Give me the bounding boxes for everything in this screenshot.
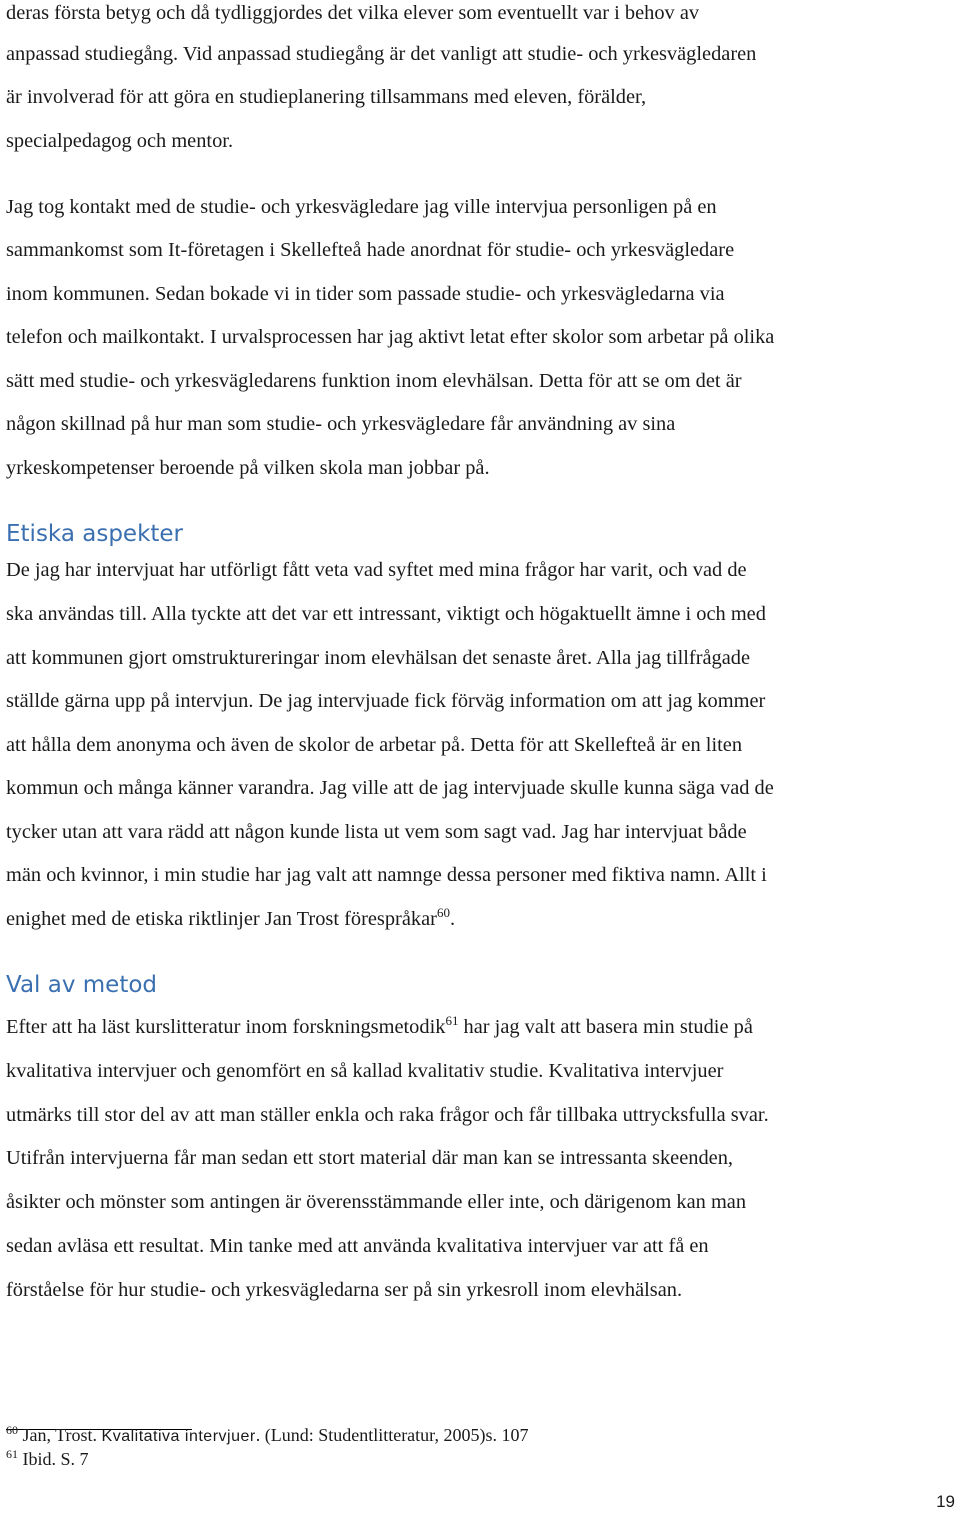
text-line: ska användas till. Alla tyckte att det var ett intressant, viktigt och högaktuellt ämne i och med <box>6 603 766 625</box>
text-line <box>6 1014 753 1040</box>
text-line: inom kommunen. Sedan bokade vi in tider som passade studie- och yrkesvägledarna via <box>6 283 725 305</box>
text-line <box>6 906 455 932</box>
text-line: De jag har intervjuat har utförligt fått veta vad syftet med mina frågor har varit, och vad de <box>6 559 747 581</box>
text-line: män och kvinnor, i min studie har jag valt att namnge dessa personer med fiktiva namn. Allt i <box>6 864 767 886</box>
text-line: deras första betyg och då tydliggjordes det vilka elever som eventuellt var i behov av <box>6 2 700 24</box>
footnote-number: 60 <box>6 1423 18 1437</box>
footnote-61 <box>6 1448 89 1470</box>
text-line: tycker utan att vara rädd att någon kunde lista ut vem som sagt vad. Jag har intervjuat både <box>6 821 747 843</box>
text-line: yrkeskompetenser beroende på vilken skola man jobbar på. <box>6 457 490 479</box>
text-line: att kommunen gjort omstruktureringar inom elevhälsan det senaste året. Alla jag tillfrågade <box>6 647 751 669</box>
footnote-text: . (Lund: Studentlitteratur, 2005)s. 107 <box>255 1425 529 1445</box>
text-line: är involverad för att göra en studieplanering tillsammans med eleven, förälder, <box>6 86 647 108</box>
text-line: kvalitativa intervjuer och genomfört en så kallad kvalitativ studie. Kvalitativa intervjuer <box>6 1060 724 1082</box>
text-line: någon skillnad på hur man som studie- och yrkesvägledare får användning av sina <box>6 413 676 435</box>
text-line: anpassad studiegång. Vid anpassad studiegång är det vanligt att studie- och yrkesvägledaren <box>6 43 757 65</box>
text-line: utmärks till stor del av att man ställer enkla och raka frågor och får tillbaka uttrycksfulla svar. <box>6 1104 769 1126</box>
footnote-reference[interactable]: 60 <box>436 905 450 921</box>
text-line: specialpedagog och mentor. <box>6 130 234 152</box>
text-line: Utifrån intervjuerna får man sedan ett stort material där man kan se intressanta skeenden, <box>6 1147 733 1169</box>
footnote-number: 61 <box>6 1447 18 1461</box>
line-text: . <box>449 908 456 930</box>
line-text: enighet med de etiska riktlinjer Jan Trost förespråkar <box>6 908 437 930</box>
footnote-book-title: Kvalitativa intervjuer <box>101 1428 256 1445</box>
section-heading: Val av metod <box>6 972 158 998</box>
text-line: ställde gärna upp på intervjun. De jag intervjuade fick förväg information om att jag kommer <box>6 690 766 712</box>
text-line: kommun och många känner varandra. Jag ville att de jag intervjuade skulle kunna säga vad de <box>6 777 774 799</box>
text-line: telefon och mailkontakt. I urvalsprocessen har jag aktivt letat efter skolor som arbetar på olika <box>6 326 775 348</box>
text-line: sedan avläsa ett resultat. Min tanke med att använda kvalitativa intervjuer var att få en <box>6 1235 709 1257</box>
line-text: har jag valt att basera min studie på <box>458 1016 753 1038</box>
footnote-text: Ibid. S. 7 <box>18 1449 89 1469</box>
text-line: att hålla dem anonyma och även de skolor de arbetar på. Detta för att Skellefteå är en liten <box>6 734 743 756</box>
section-heading: Etiska aspekter <box>6 521 184 547</box>
footnote-text: Jan, Trost. <box>18 1425 102 1445</box>
page-number: 19 <box>936 1492 955 1511</box>
footnote-reference[interactable]: 61 <box>445 1013 459 1029</box>
footnote-60 <box>6 1424 528 1448</box>
line-text: Efter att ha läst kurslitteratur inom forskningsmetodik <box>6 1016 446 1038</box>
text-line: förståelse för hur studie- och yrkesvägledarna ser på sin yrkesroll inom elevhälsan. <box>6 1279 683 1301</box>
text-line: sammankomst som It-företagen i Skellefteå hade anordnat för studie- och yrkesvägledare <box>6 239 735 261</box>
text-line: åsikter och mönster som antingen är överensstämmande eller inte, och därigenom kan man <box>6 1191 747 1213</box>
text-line: sätt med studie- och yrkesvägledarens funktion inom elevhälsan. Detta för att se om det är <box>6 370 742 392</box>
text-line: Jag tog kontakt med de studie- och yrkesvägledare jag ville intervjua personligen på en <box>6 196 717 218</box>
